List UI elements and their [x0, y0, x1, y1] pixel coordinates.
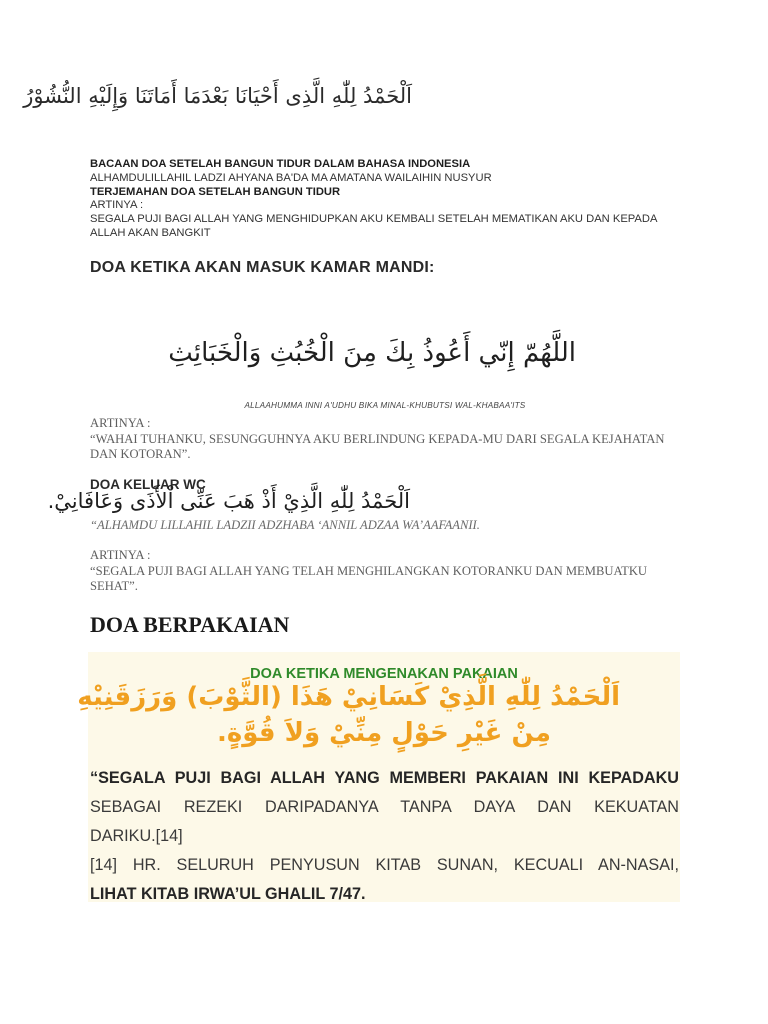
toilet-exit-arabic: اَلْحَمْدُ لِلّٰهِ الَّذِيْ أَذْ هَبَ عَنِّى اْلأَذَى وَعَافَانِيْ. [47, 489, 410, 513]
bathroom-entry-translation [90, 416, 682, 463]
wake-up-prayer-transliteration: ALHAMDULILLAHIL LADZI AHYANA BA'DA MA AMATANA WAILAIHIN NUSYUR [90, 171, 492, 184]
dressing-prayer-text-line1: “SEGALA PUJI BAGI ALLAH YANG MEMBERI PAKAIAN INI KEPADAKU [90, 769, 679, 787]
bathroom-entry-transliteration: ALLAAHUMMA INNI A'UDHU BIKA MINAL-KHUBUTSI WAL-KHABAA'ITS [244, 401, 526, 410]
toilet-exit-meaning: “SEGALA PUJI BAGI ALLAH YANG TELAH MENGHILANGKAN KOTORANKU DAN MEMBUATKU SEHAT”. [90, 563, 648, 594]
dressing-prayer-footnote-line1: [14] HR. SELURUH PENYUSUN KITAB SUNAN, KECUALI AN-NASAI, [90, 856, 679, 874]
bathroom-entry-artinya-label: ARTINYA : [90, 416, 151, 430]
wake-up-prayer-title: BACAAN DOA SETELAH BANGUN TIDUR DALAM BAHASA INDONESIA [90, 158, 471, 170]
dressing-prayer-arabic-line2: مِنْ غَيْرِ حَوْلٍ مِنِّيْ وَلاَ قُوَّةٍ. [217, 718, 551, 748]
wake-up-artinya-label: ARTINYA : [90, 199, 144, 212]
bathroom-entry-arabic: اللَّهُمّ إِنّي أَعُوذُ بِكَ مِنَ الْخُبُثِ وَالْخَبَائِثِ [168, 338, 576, 368]
wake-up-prayer-block [90, 158, 680, 241]
dressing-prayer-footnote-line2: LIHAT KITAB IRWA’UL GHALIL 7/47. [90, 885, 366, 903]
toilet-exit-heading: DOA KELUAR WC [90, 477, 206, 492]
wake-up-translation-heading: TERJEMAHAN DOA SETELAH BANGUN TIDUR [90, 185, 341, 198]
dressing-prayer-text-line3: DARIKU.[14] [90, 827, 183, 845]
dressing-prayer-heading: DOA BERPAKAIAN [90, 612, 290, 637]
dressing-prayer-text-line2: SEBAGAI REZEKI DARIPADANYA TANPA DAYA DAN KEKUATAN [90, 798, 679, 816]
bathroom-entry-meaning: “WAHAI TUHANKU, SESUNGGUHNYA AKU BERLINDUNG KEPADA-MU DARI SEGALA KEJAHATAN DAN KOTORAN”. [90, 431, 665, 462]
dressing-prayer-subheading: DOA KETIKA MENGENAKAN PAKAIAN [250, 666, 518, 682]
dressing-prayer-arabic-line1: اَلْحَمْدُ لِلّٰهِ الَّذِيْ كَسَانِيْ هَذَا (الثَّوْبَ) وَرَزَقَنِيْهِ [77, 682, 620, 712]
wake-up-prayer-arabic: اَلْحَمْدُ لِلّٰهِ الَّذِى أَحْيَانَا بَعْدَمَا أَمَاتَنَا وَإِلَيْهِ النُّشُوْرُ [23, 84, 412, 108]
toilet-exit-transliteration: “ALHAMDU LILLAHIL LADZII ADZHABA ‘ANNIL ADZAA WA’AAFAANII. [90, 518, 480, 532]
toilet-exit-translation [90, 548, 682, 595]
dressing-prayer-text [90, 764, 679, 909]
wake-up-prayer-meaning: SEGALA PUJI BAGI ALLAH YANG MENGHIDUPKAN AKU KEMBALI SETELAH MEMATIKAN AKU DAN KEPADA ALLAH AKAN BANGKIT [90, 213, 657, 239]
bathroom-entry-heading: DOA KETIKA AKAN MASUK KAMAR MANDI: [90, 259, 435, 276]
toilet-exit-artinya-label: ARTINYA : [90, 548, 151, 562]
